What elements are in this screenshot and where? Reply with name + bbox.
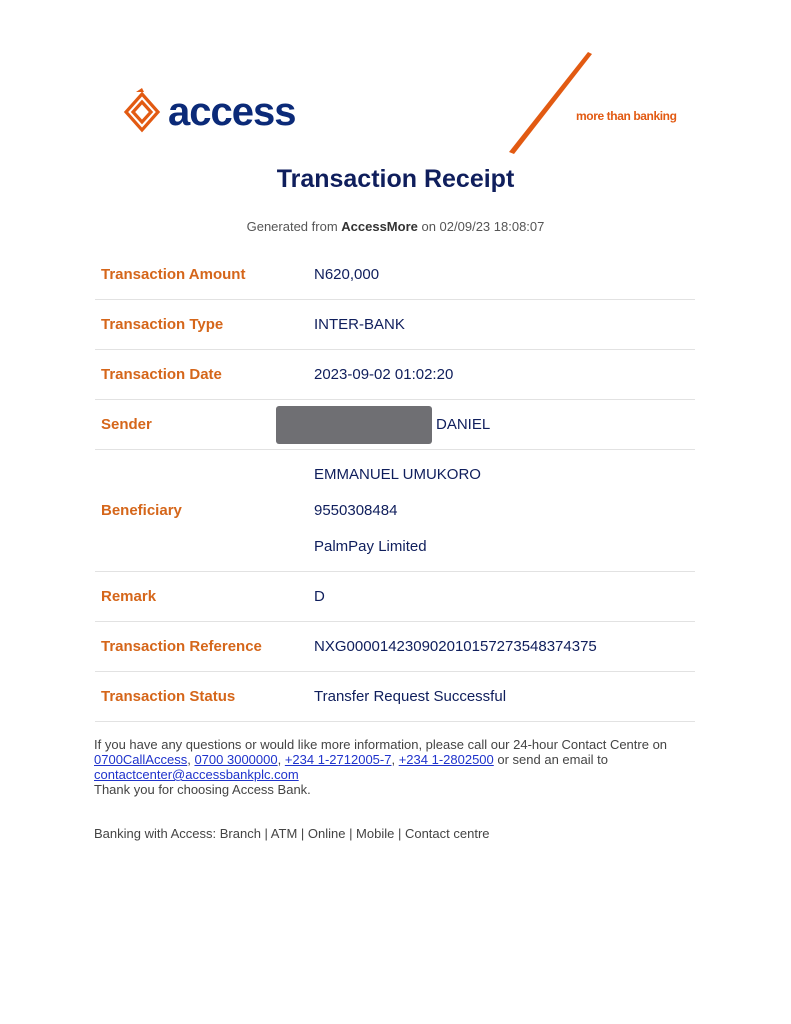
link-contact-email[interactable]: contactcenter@accessbankplc.com (94, 767, 299, 782)
page-title: Transaction Receipt (276, 165, 515, 193)
access-logo (122, 86, 296, 138)
row-value: 2023-09-02 01:02:20 (314, 366, 454, 383)
thank-you-text: Thank you for choosing Access Bank. (94, 782, 311, 797)
row-transaction-status (95, 672, 695, 722)
row-label: Beneficiary (101, 502, 182, 519)
row-value: INTER-BANK (314, 316, 405, 333)
contact-links-line (94, 752, 704, 767)
row-value: Transfer Request Successful (314, 688, 507, 705)
row-sender (95, 400, 695, 450)
row-value: D (314, 588, 325, 605)
link-phone-2712005[interactable]: +234 1-2712005-7 (284, 752, 392, 767)
row-label: Transaction Reference (101, 638, 262, 655)
email-intro: or send an email to (493, 752, 608, 767)
link-0700callaccess[interactable]: 0700CallAccess (94, 752, 188, 767)
row-transaction-date (95, 350, 695, 400)
generated-app: AccessMore (341, 219, 418, 234)
row-value (300, 400, 695, 449)
separator: , (277, 752, 285, 767)
brand-tagline: more than banking (576, 109, 677, 123)
logo-wordmark: access (168, 90, 296, 134)
row-label: Sender (101, 416, 152, 433)
row-transaction-reference (95, 622, 695, 672)
link-0700-3000000[interactable]: 0700 3000000 (194, 752, 278, 767)
row-remark (95, 572, 695, 622)
generated-prefix: Generated from (246, 219, 342, 234)
beneficiary-bank: PalmPay Limited (314, 537, 427, 555)
beneficiary-account: 9550308484 (314, 501, 398, 519)
row-label: Remark (101, 588, 157, 605)
banking-channels: Banking with Access: Branch | ATM | Online | Mobile | Contact centre (94, 826, 490, 841)
row-label: Transaction Type (101, 316, 224, 333)
contact-footer (94, 737, 704, 797)
row-value: N620,000 (314, 266, 380, 283)
row-transaction-amount (95, 250, 695, 300)
receipt-table (95, 250, 695, 722)
separator: , (187, 752, 195, 767)
row-value: NXG000014230902010157273548374375 (314, 638, 597, 655)
row-value (300, 450, 695, 571)
generated-line (0, 219, 791, 234)
row-label: Transaction Amount (101, 266, 246, 283)
beneficiary-name: EMMANUEL UMUKORO (314, 465, 481, 483)
separator: , (391, 752, 399, 767)
contact-intro: If you have any questions or would like more information, please call our 24-hour Contact Centre on (94, 737, 668, 752)
redaction-block (276, 406, 432, 444)
sender-name: DANIEL (436, 416, 491, 433)
generated-suffix: on 02/09/23 18:08:07 (417, 219, 545, 234)
row-label: Transaction Status (101, 688, 236, 705)
row-beneficiary (95, 450, 695, 572)
row-transaction-type (95, 300, 695, 350)
link-phone-2802500[interactable]: +234 1-2802500 (398, 752, 494, 767)
access-diamond-icon (122, 88, 162, 136)
row-label: Transaction Date (101, 366, 222, 383)
brand-slash-graphic (506, 52, 596, 154)
